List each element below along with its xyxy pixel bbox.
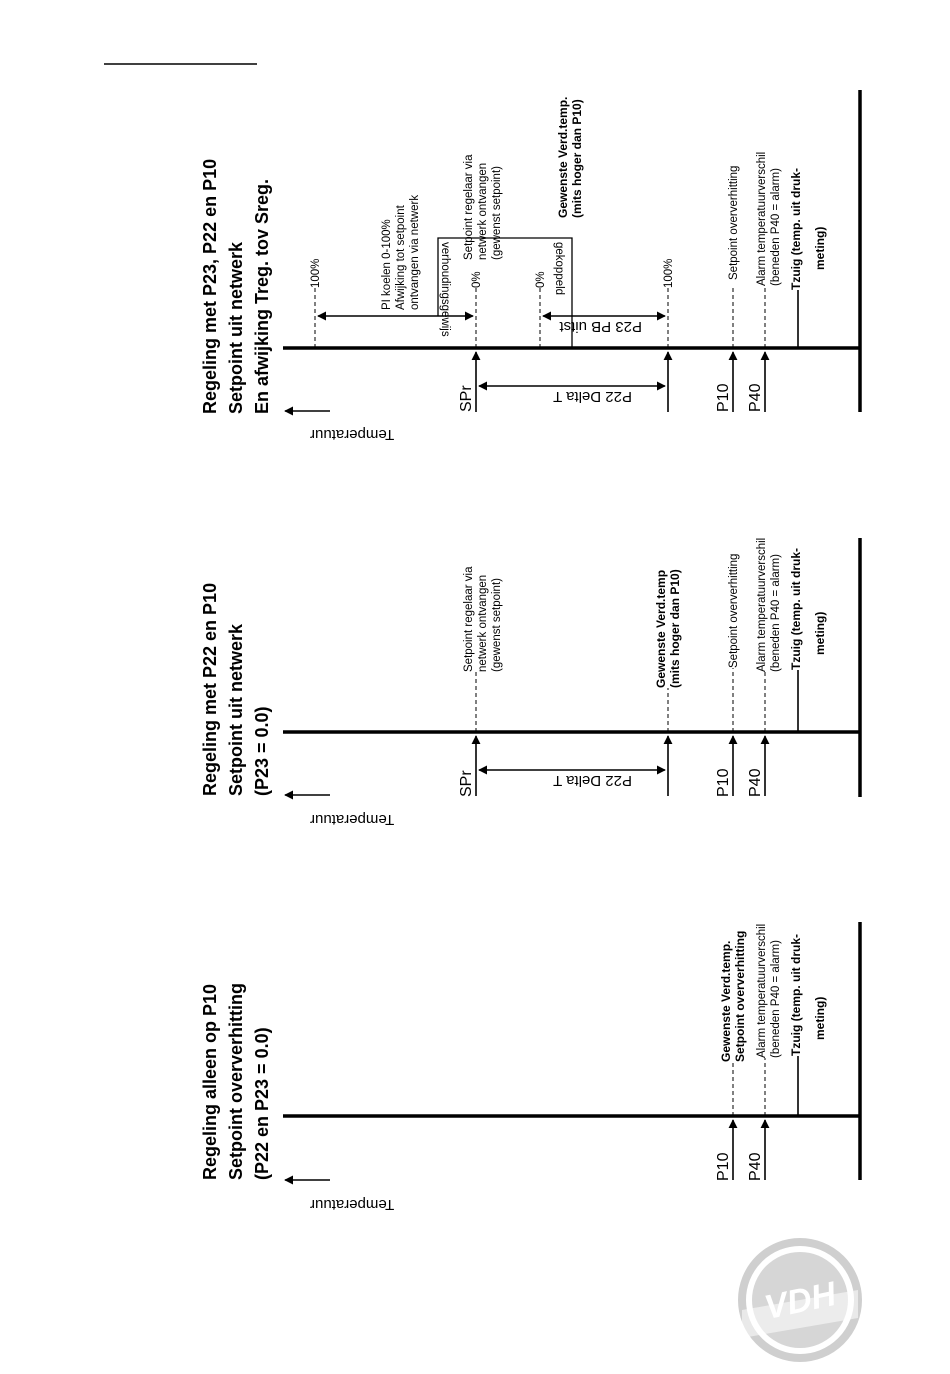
- title-line-3: (P22 en P23 = 0.0): [252, 1027, 272, 1180]
- panel-right: [200, 90, 860, 443]
- temperature-label: Temperatuur: [310, 1196, 395, 1213]
- marker-spr: SPr: [458, 385, 475, 412]
- marker-spr: SPr: [458, 770, 475, 797]
- alarm-2: (beneden P40 = alarm): [770, 940, 782, 1058]
- coupling-text-1: verhoudingsgewijs: [439, 242, 451, 337]
- tzuig-1: Tzuig (temp. uit druk-: [789, 548, 803, 670]
- tzuig-2: meting): [813, 996, 827, 1040]
- tzuig-1: Tzuig (temp. uit druk-: [789, 934, 803, 1056]
- alarm-2: (beneden P40 = alarm): [770, 168, 782, 286]
- title-line-2: Setpoint oververhitting: [226, 982, 246, 1180]
- coupling-text-2: gekoppeld: [553, 242, 565, 296]
- delta-label: P22 Delta T: [553, 388, 632, 405]
- title-line-3: (P23 = 0.0): [252, 706, 272, 796]
- temperature-label: Temperatuur: [310, 426, 395, 443]
- setpoint-net-3: (gewenst setpoint): [491, 166, 503, 260]
- gewenste-1: Gewenste Verd.temp.: [556, 96, 570, 218]
- setpoint-net-2: netwerk ontvangen: [477, 574, 489, 672]
- title-line-1: Regeling alleen op P10: [200, 983, 220, 1180]
- marker-p40: P40: [747, 383, 764, 412]
- panel-left: [200, 922, 860, 1213]
- gewenste-2: Setpoint oververhitting: [733, 930, 747, 1062]
- setpoint-ov: Setpoint oververhitting: [728, 553, 740, 668]
- setpoint-net-3: (gewenst setpoint): [491, 578, 503, 672]
- marker-p40: P40: [747, 1152, 764, 1181]
- setpoint-net-1: Setpoint regelaar via: [463, 154, 475, 260]
- label-0-b: 0%: [535, 271, 547, 288]
- label-100-b: 100%: [663, 258, 675, 288]
- title-line-3: En afwijking Treg. tov Sreg.: [252, 178, 272, 414]
- vdh-logo: [742, 1242, 858, 1358]
- setpoint-net-1: Setpoint regelaar via: [463, 566, 475, 672]
- gewenste-2: (mits hoger dan P10): [570, 99, 584, 218]
- title-line-2: Setpoint uit netwerk: [226, 623, 246, 796]
- logo-text: VDH: [761, 1274, 840, 1328]
- marker-p10: P10: [715, 383, 732, 412]
- title-line-1: Regeling met P23, P22 en P10: [200, 158, 220, 414]
- temperature-label: Temperatuur: [310, 811, 395, 828]
- label-100-top: 100%: [310, 258, 322, 288]
- pi-text-1: PI koelen 0-100%: [381, 219, 393, 310]
- alarm-1: Alarm temperatuurverschil: [756, 923, 768, 1058]
- pi-text-2: Afwijking tot setpoint: [395, 205, 407, 310]
- setpoint-ov: Setpoint oververhitting: [728, 165, 740, 280]
- tzuig-2: meting): [813, 611, 827, 655]
- coupling-box: [438, 238, 572, 348]
- marker-p10: P10: [715, 768, 732, 797]
- marker-p40: P40: [747, 768, 764, 797]
- alarm-2: (beneden P40 = alarm): [770, 554, 782, 672]
- marker-p10: P10: [715, 1152, 732, 1181]
- alarm-1: Alarm temperatuurverschil: [756, 537, 768, 672]
- alarm-1: Alarm temperatuurverschil: [756, 151, 768, 286]
- panel-middle: [200, 538, 860, 828]
- tzuig-1: Tzuig (temp. uit druk-: [789, 168, 803, 290]
- label-0-a: 0%: [471, 271, 483, 288]
- pi-text-3: ontvangen via netwerk: [409, 194, 421, 310]
- title-line-1: Regeling met P22 en P10: [200, 582, 220, 796]
- gewenste-1: Gewenste Verd.temp.: [719, 940, 733, 1062]
- p23-label: P23 PB uitst: [559, 318, 642, 335]
- tzuig-2: meting): [813, 226, 827, 270]
- title-line-2: Setpoint uit netwerk: [226, 241, 246, 414]
- gewenste-2: (mits hoger dan P10): [668, 569, 682, 688]
- setpoint-net-2: netwerk ontvangen: [477, 162, 489, 260]
- gewenste-1: Gewenste Verd.temp: [654, 569, 668, 688]
- delta-label: P22 Delta T: [553, 772, 632, 789]
